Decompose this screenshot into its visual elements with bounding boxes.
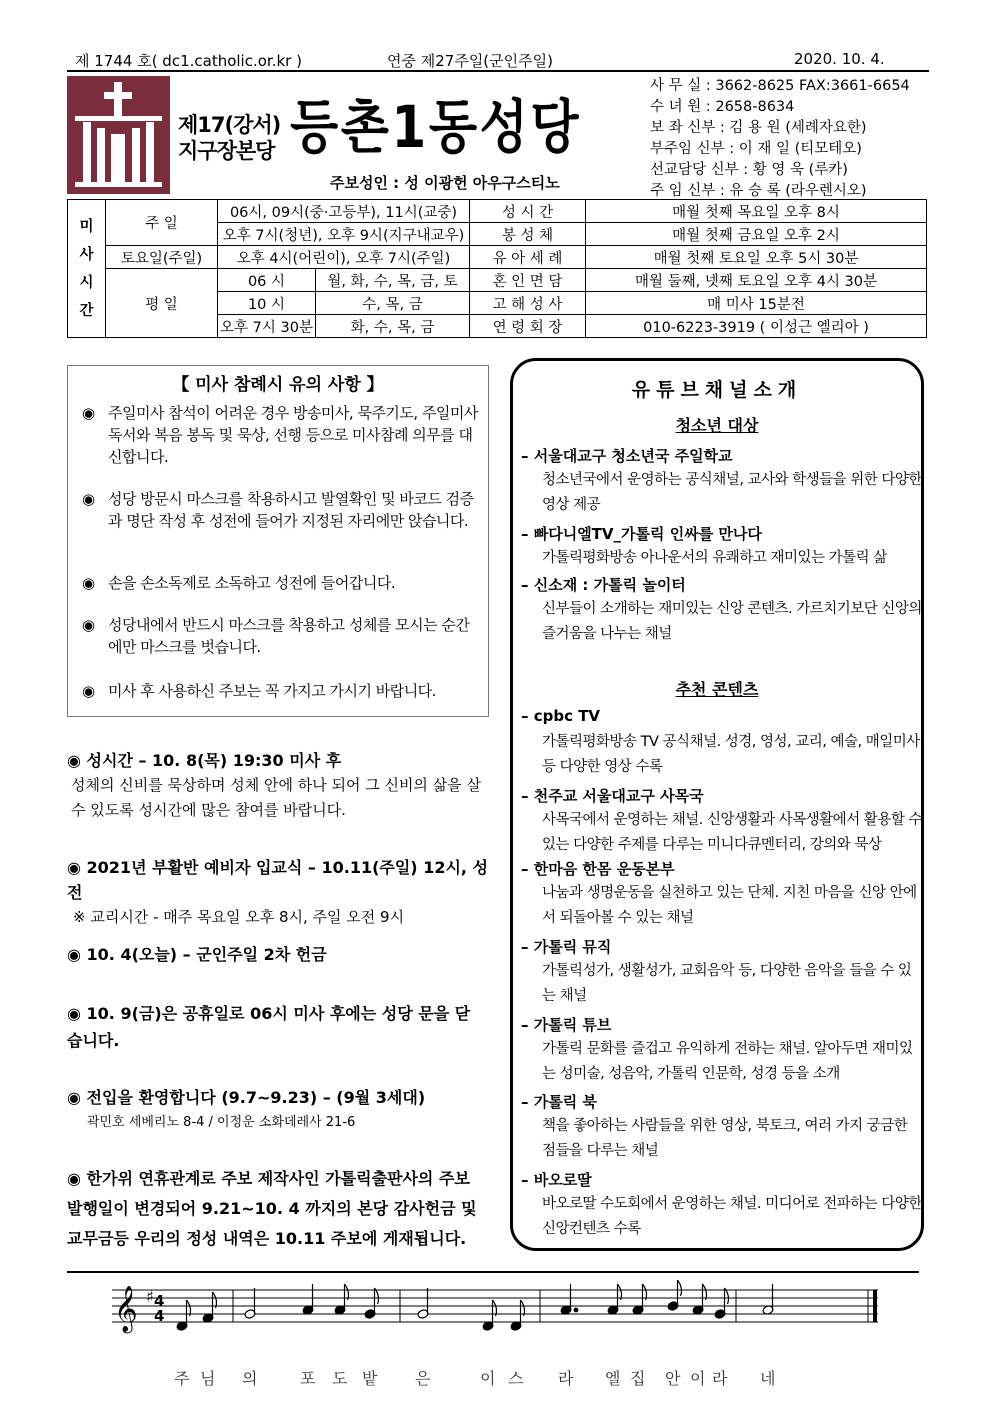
issue-date: 2020. 10. 4. (794, 50, 885, 68)
divider (67, 1271, 919, 1273)
treble-clef-icon: 𝄞 (114, 1286, 138, 1332)
channel-name: – 가톨릭 튜브 (521, 1016, 612, 1034)
event-value: 매월 첫째 토요일 오후 5시 30분 (586, 246, 927, 269)
lyric-syllable: 은 (415, 1369, 431, 1388)
lyric-syllable: 엘 (605, 1369, 621, 1388)
parish-name: 등촌1동성당 (290, 93, 582, 161)
notice-item: ◉ 성당내에서 반드시 마스크를 착용하고 성체를 모시는 순간에만 마스크를 벗습니다. (82, 616, 470, 656)
lyric-syllable: 라 (712, 1369, 728, 1388)
lyric-syllable: 포 (300, 1369, 316, 1388)
lyric-syllable: 도 (332, 1369, 348, 1388)
saturday-times: 오후 4시(어린이), 오후 7시(주일) (218, 246, 470, 269)
bullet-icon: ◉ (82, 404, 95, 422)
liturgical-sunday: 연중 제27주일(군인주일) (387, 52, 553, 70)
announcement-holy-hour: ◉ 성시간 – 10. 8(목) 19:30 미사 후 성체의 신비를 묵상하며 성체 안에 하나 되어 그 신비의 삶을 살 수 있도록 성시간에 많은 참여를 바랍니다. (67, 751, 481, 819)
issue-number: 제 1744 호( dc1.catholic.or.kr ) (75, 52, 302, 70)
mass-schedule-table (67, 199, 927, 338)
sunday-times-2: 오후 7시(청년), 오후 9시(지구내교우) (218, 223, 470, 246)
recommended-heading: 추천 콘텐츠 (675, 680, 759, 699)
announcement-bulletin: ◉ 한가위 연휴관계로 주보 제작사인 가톨릭출판사의 주보 발행일이 변경되어 9.21~10. 4 까지의 본당 감사헌금 및 교무금등 우리의 정성 내역은 10.11 주보에 게재됩니다. (67, 1169, 477, 1248)
event-label: 봉 성 체 (470, 223, 586, 246)
weekday-days: 화, 수, 목, 금 (316, 315, 470, 338)
contact-pastor: 주 임 신부 : 유 승 록 (라우렌시오) (650, 183, 867, 199)
bullet-icon: ◉ (82, 616, 95, 634)
weekday-label: 평 일 (106, 269, 218, 338)
youth-heading: 청소년 대상 (675, 416, 759, 435)
channel-name: – 천주교 서울대교구 사목국 (521, 787, 704, 805)
notice-item: ◉ 주일미사 참석이 어려운 경우 방송미사, 묵주기도, 주일미사 독서와 복음 봉독 및 묵상, 선행 등으로 미사참례 의무를 대신합니다. (82, 404, 478, 466)
church-logo (67, 76, 170, 194)
lyric-syllable: 네 (760, 1369, 776, 1388)
youtube-channels-box (510, 358, 924, 1251)
notice-item: ◉ 손을 손소독제로 소독하고 성전에 들어갑니다. (82, 574, 396, 592)
bullet-icon: ◉ (82, 682, 95, 700)
contact-mission-priest: 선교담당 신부 : 황 영 욱 (루카) (650, 162, 848, 178)
announcement-catechumen: ◉ 2021년 부활반 예비자 입교식 – 10.11(주일) 12시, 성전 ※ 교리시간 - 매주 목요일 오후 8시, 주일 오전 9시 (67, 858, 489, 926)
channel-name: – 가톨릭 북 (521, 1093, 597, 1111)
weekday-time: 오후 7시 30분 (218, 315, 316, 338)
channel-name: – 빠다니엘TV_가톨릭 인싸를 만나다 (521, 525, 762, 543)
event-value: 매월 첫째 금요일 오후 2시 (586, 223, 927, 246)
youtube-title: 유튜브채널소개 (631, 379, 803, 401)
notice-item: ◉ 미사 후 사용하신 주보는 꼭 가지고 가시기 바랍니다. (82, 682, 436, 700)
announcement-holiday: ◉ 10. 9(금)은 공휴일로 06시 미사 후에는 성당 문을 닫습니다. (67, 1004, 471, 1050)
channel-desc: 책을 좋아하는 사람들을 위한 영상, 북토크, 여러 가지 궁금한 점들을 다루는 채널 (542, 1118, 908, 1159)
event-label: 고 해 성 사 (470, 292, 586, 315)
channel-desc: 사목국에서 운영하는 채널. 신앙생활과 사목생활에서 활용할 수 있는 다양한 주제를 다루는 미니다큐멘터리, 강의와 묵상 (542, 812, 922, 853)
contact-list (650, 76, 910, 202)
lyric-syllable: 라 (558, 1369, 574, 1388)
channel-desc: 가톨릭 문화를 즐겁고 유익하게 전하는 채널. 알아두면 재미있는 성미술, 성음악, 가톨릭 인문학, 성경 등을 소개 (542, 1041, 913, 1082)
svg-text:♯: ♯ (146, 1287, 154, 1306)
lyric-syllable: 주 (174, 1369, 190, 1388)
channel-desc: 가톨릭평화방송 TV 공식채널. 성경, 영성, 교리, 예술, 매일미사 등 다양한 영상 수록 (542, 734, 920, 775)
saturday-label: 토요일(주일) (106, 246, 218, 269)
lyric-syllable: 님 (200, 1369, 216, 1388)
channel-desc: 신부들이 소개하는 재미있는 신앙 콘텐츠. 가르치기보단 신앙의 즐거움을 나누는 채널 (542, 601, 922, 642)
weekday-days: 수, 목, 금 (316, 292, 470, 315)
announcement-welcome: ◉ 전입을 환영합니다 (9.7~9.23) – (9월 3세대) 곽민호 세베리노 8-4 / 이정운 소화데레사 21-6 (67, 1088, 426, 1130)
event-label: 연 령 회 장 (470, 315, 586, 338)
channel-name: – 서울대교구 청소년국 주일학교 (521, 447, 733, 465)
bullet-icon: ◉ (82, 490, 95, 508)
lyric-syllable: 밭 (362, 1369, 378, 1388)
bullet-icon: ◉ (82, 574, 95, 592)
contact-office: 사 무 실 : 3662-8625 FAX:3661-6654 (650, 78, 910, 94)
mass-notice-box (67, 365, 489, 717)
lyric-syllable: 안 (665, 1369, 681, 1388)
channel-name: – 바오로딸 (521, 1171, 592, 1189)
sunday-times-1: 06시, 09시(중·고등부), 11시(교중) (218, 200, 470, 223)
weekday-time: 06 시 (218, 269, 316, 292)
channel-name: – 신소재 : 가톨릭 놀이터 (521, 576, 686, 594)
event-label: 유 아 세 례 (470, 246, 586, 269)
event-label: 성 시 간 (470, 200, 586, 223)
notice-item: ◉ 성당 방문시 마스크를 착용하시고 발열확인 및 바코드 검증과 명단 작성 후 성전에 들어가 지정된 자리에만 앉습니다. (82, 490, 474, 530)
contact-associate-priest: 부주임 신부 : 이 재 일 (티모테오) (650, 141, 862, 157)
lyric-syllable: 집 (630, 1369, 646, 1388)
event-value: 매월 첫째 목요일 오후 8시 (586, 200, 927, 223)
sunday-label: 주 일 (106, 200, 218, 246)
channel-name: – cpbc TV (521, 707, 601, 725)
event-value: 매 미사 15분전 (586, 292, 927, 315)
lyric-syllable: 스 (508, 1369, 524, 1388)
music-score (108, 1280, 883, 1390)
contact-convent: 수 녀 원 : 2658-8634 (650, 99, 795, 115)
contact-assistant-priest: 보 좌 신부 : 김 용 원 (세례자요한) (650, 120, 867, 136)
svg-text:4: 4 (154, 1292, 165, 1310)
channel-desc: 가톨릭성가, 생활성가, 교회음악 등, 다양한 음악을 들을 수 있는 채널 (542, 963, 912, 1004)
announcement-collection: ◉ 10. 4(오늘) – 군인주일 2차 헌금 (67, 945, 327, 964)
channel-desc: 바오로딸 수도회에서 운영하는 채널. 미디어로 전파하는 다양한 신앙컨텐츠 수록 (542, 1196, 922, 1237)
notice-title: 【 미사 참례시 유의 사항 】 (172, 375, 384, 395)
header-bar (67, 50, 929, 72)
channel-name: – 가톨릭 뮤직 (521, 938, 612, 956)
channel-name: – 한마음 한몸 운동본부 (521, 860, 675, 878)
event-value: 매월 둘째, 넷째 토요일 오후 4시 30분 (586, 269, 927, 292)
channel-desc: 나눔과 생명운동을 실천하고 있는 단체. 지친 마음을 신앙 안에서 되돌아볼 수 있는 채널 (542, 885, 917, 926)
mass-side-label: 미 사 시 간 (68, 200, 106, 338)
patron-saint: 주보성인 : 성 이광헌 아우구스티노 (330, 174, 560, 192)
channel-desc: 청소년국에서 운영하는 공식채널, 교사와 학생들을 위한 다양한 영상 제공 (542, 472, 922, 513)
svg-text:4: 4 (154, 1307, 165, 1325)
region-label: 제17(강서) 지구장본당 (178, 113, 281, 163)
weekday-days: 월, 화, 수, 목, 금, 토 (316, 269, 470, 292)
event-value: 010-6223-3919 ( 이성근 엘리아 ) (586, 315, 927, 338)
event-label: 혼 인 면 담 (470, 269, 586, 292)
channel-desc: 가톨릭평화방송 아나운서의 유쾌하고 재미있는 가톨릭 삶 (542, 550, 887, 566)
weekday-time: 10 시 (218, 292, 316, 315)
note-dot (574, 1308, 578, 1312)
lyric-syllable: 이 (480, 1369, 496, 1388)
lyric-syllable: 의 (242, 1369, 258, 1388)
lyric-syllable: 이 (690, 1369, 706, 1388)
